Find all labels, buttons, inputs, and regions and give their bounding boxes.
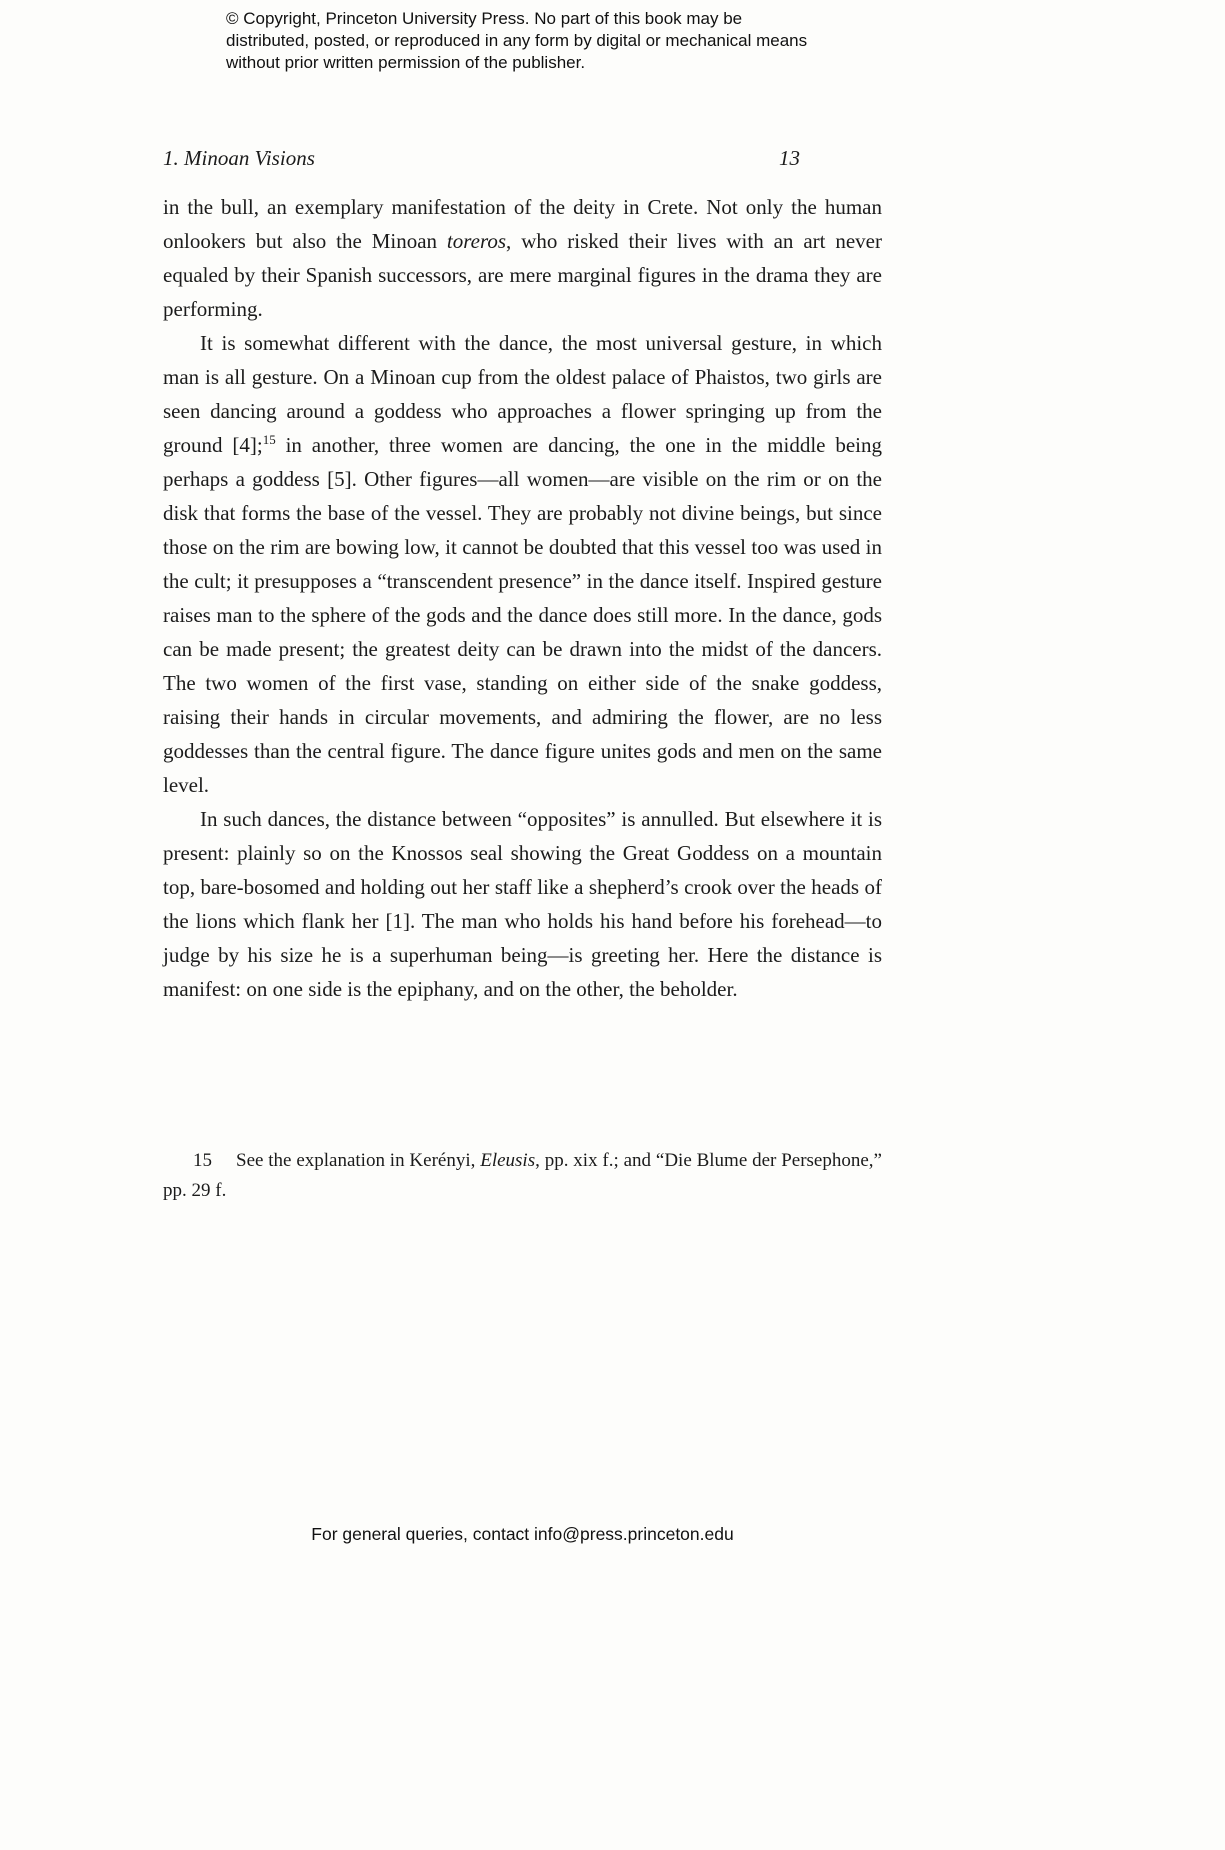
running-header [163, 146, 882, 171]
page-number: 13 [779, 146, 800, 170]
footnote-reference: 15 [262, 432, 276, 447]
paragraph-2 [163, 326, 882, 802]
footnote-text-segment: See the explanation in Kerényi, [236, 1150, 481, 1171]
footnote-text-segment: , pp. xix f.; and “Die Blume der Persephone,” pp. 29 f. [163, 1150, 882, 1201]
page-footer [163, 1524, 882, 1545]
footnote [163, 1146, 882, 1206]
footnote-number: 15 [193, 1150, 212, 1171]
text-segment: In such dances, the distance between “opposites” is annulled. But elsewhere it is present: plainly so on the Knossos seal showing the Great Goddess on a mountain top, bare-bosomed and holding out her staff like a shepherd’s crook over the heads of the lions which flank her [1]. The man who holds his hand before his forehead—to judge by his size he is a superhuman being—is greeting her. Here the distance is manifest: on one side is the epiphany, and on the other, the beholder. [163, 807, 882, 1001]
text-segment: in the bull, an exemplary manifestation of the deity in Crete. Not only the human onlookers but also the Minoan [163, 195, 882, 253]
chapter-title: 1. Minoan Visions [163, 146, 315, 170]
body-text [163, 190, 882, 1006]
text-segment: in another, three women are dancing, the one in the middle being perhaps a goddess [5]. Other figures—all women—are visible on the rim or on the disk that forms the base of the vessel. They are probably not divine beings, but since those on the rim are bowing low, it cannot be doubted that this vessel too was used in the cult; it presupposes a “transcendent presence” in the dance itself. Inspired gesture raises man to the sphere of the gods and the dance does still more. In the dance, gods can be made present; the greatest deity can be drawn into the midst of the dancers. The two women of the first vase, standing on either side of the snake goddess, raising their hands in circular movements, and admiring the flower, are no less goddesses than the central figure. The dance figure unites gods and men on the same level. [163, 433, 882, 797]
footnote-text-segment-italic: Eleusis [480, 1150, 536, 1171]
paragraph-1 [163, 190, 882, 326]
text-segment: , who risked their lives with an art never equaled by their Spanish successors, are mere marginal figures in the drama they are performing. [163, 229, 882, 321]
text-segment-italic: toreros [446, 229, 507, 253]
copyright-notice: © Copyright, Princeton University Press. No part of this book may be distributed, posted, or reproduced in any form by digital or mechanical means without prior written permission of the publisher. [226, 9, 808, 72]
paragraph-3 [163, 802, 882, 1006]
footer-text: For general queries, contact info@press.princeton.edu [311, 1524, 734, 1544]
text-segment: It is somewhat different with the dance, the most universal gesture, in which man is all gesture. On a Minoan cup from the oldest palace of Phaistos, two girls are seen dancing around a goddess who approaches a flower springing up from the ground [4]; [163, 331, 882, 457]
